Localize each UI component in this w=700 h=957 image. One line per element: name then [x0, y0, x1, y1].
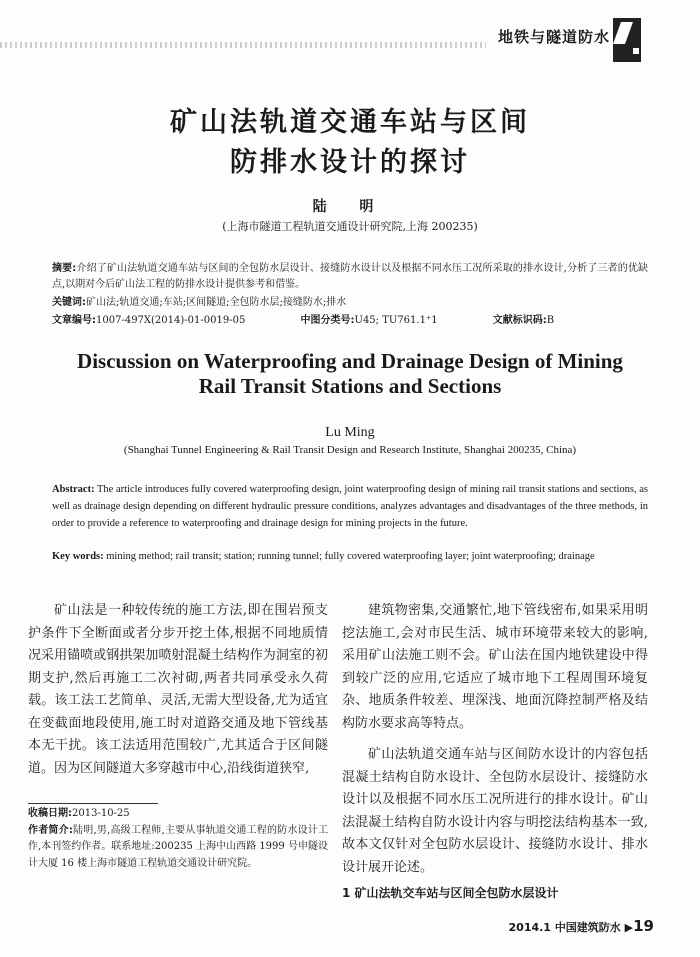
doc-code-label: 文献标识码:: [492, 315, 547, 326]
body-paragraph: 矿山法轨道交通车站与区间防水设计的内容包括混凝土结构自防水设计、全包防水层设计、接缝防水设计以及根据不同水压工况所进行的排水设计。矿山法混凝土结构自防水设计内容与明挖法结构基本一致,故本文仅针对全包防水层设计、接缝防水设计、排水设计展开论述。: [342, 747, 648, 875]
body-column-right: [342, 600, 648, 905]
abstract-en: [52, 481, 648, 532]
keywords-cn: [52, 295, 648, 311]
abstract-cn: [52, 261, 648, 293]
title-cn-line2: 防排水设计的探讨: [230, 147, 470, 178]
title-en-line2: Rail Transit Stations and Sections: [198, 374, 502, 398]
author-cn: 陆 明: [312, 199, 388, 215]
section-heading: 1 矿山法轨交车站与区间全包防水层设计: [342, 886, 559, 900]
affiliation-en: (Shanghai Tunnel Engineering & Rail Transit Design and Research Institute, Shanghai 200235, China): [123, 444, 577, 456]
author-en: Lu Ming: [325, 425, 375, 440]
keywords-cn-label: 关键词:: [52, 297, 86, 308]
page-number: 19: [633, 917, 654, 935]
keywords-en-label: Key words:: [52, 551, 104, 562]
footer-journal: 中国建筑防水: [554, 921, 621, 934]
footnote-rule: [28, 803, 158, 804]
affiliation-cn: (上海市隧道工程轨道交通设计研究院,上海 200235): [222, 220, 478, 233]
received-label: 收稿日期:: [28, 808, 72, 819]
keywords-en-text: mining method; rail transit; station; running tunnel; fully covered waterproofing layer; joint waterproofing; drainage: [103, 551, 595, 562]
title-cn-line1: 矿山法轨道交通车站与区间: [170, 107, 530, 138]
article-meta: [52, 313, 648, 329]
body-column-left: [28, 600, 328, 780]
abstract-en-label: Abstract:: [52, 484, 95, 495]
keywords-en: [52, 548, 648, 565]
header-rule: [0, 42, 486, 48]
clc-number: U45; TU761.1⁺1: [354, 315, 438, 326]
page-footer: [474, 917, 654, 937]
received-date: 2013-10-25: [72, 808, 130, 819]
footnote: [28, 806, 328, 872]
abstract-cn-text: 介绍了矿山法轨道交通车站与区间的全包防水层设计、接缝防水设计以及根据不同水压工况所采取的排水设计,分析了三者的优缺点,以期对今后矿山法工程的防排水设计提供参考和借鉴。: [52, 263, 649, 290]
page-number-icon: ▶: [624, 921, 634, 934]
body-paragraph: 建筑物密集,交通繁忙,地下管线密布,如果采用明挖法施工,会对市民生活、城市环境带来较大的影响,采用矿山法施工则不会。矿山法在国内地铁建设中得到较广泛的应用,它适应了城市地下工程周围环境复杂、地质条件较差、埋深浅、地面沉降控制严格及结构防水要求高等特点。: [342, 603, 648, 731]
keywords-cn-text: 矿山法;轨道交通;车站;区间隧道;全包防水层;接缝防水;排水: [86, 297, 347, 308]
doc-code: B: [546, 315, 555, 326]
title-en-line1: Discussion on Waterproofing and Drainage Design of Mining: [77, 349, 623, 373]
section-label: 地铁与隧道防水: [497, 28, 610, 46]
bio-label: 作者简介:: [28, 824, 73, 836]
abstract-cn-label: 摘要:: [52, 263, 77, 274]
clc-label: 中图分类号:: [300, 315, 355, 326]
journal-logo-icon-dot: [633, 48, 639, 54]
body-paragraph: 矿山法是一种较传统的施工方法,即在围岩预支护条件下全断面或者分步开挖土体,根据不同地质情况采用锚喷或钢拱架加喷射混凝土结构作为洞室的初期支护,然后再施工二次衬砌,两者共同承受永久荷载。该工法工艺简单、灵活,无需大型设备,尤为适宜在变截面地段使用,施工时对道路交通及地下管线基本无干扰。该工法适用范围较广,尤其适合于区间隧道。因为区间隧道大多穿越市中心,沿线街道狭窄,: [28, 603, 328, 776]
author-bio: 陆明,男,高级工程师,主要从事轨道交通工程的防水设计工作,本刊签约作者。联系地址:200235 上海中山西路 1999 号申隧设计大厦 16 楼上海市隧道工程轨道交通设计研究院。: [28, 824, 328, 869]
footer-issue: 2014.1: [508, 921, 551, 934]
abstract-en-text: The article introduces fully covered waterproofing design, joint waterproofing design of mining rail transit stations and sections, as well as drainage design depending on different hydraulic pressure conditions, analyzes advantages and disadvantages of the three methods, in order to provide a reference to waterproofing and drainage design for mining projects in the future.: [52, 484, 648, 529]
article-no-label: 文章编号:: [52, 315, 96, 326]
article-no: 1007-497X(2014)-01-0019-05: [96, 315, 246, 326]
